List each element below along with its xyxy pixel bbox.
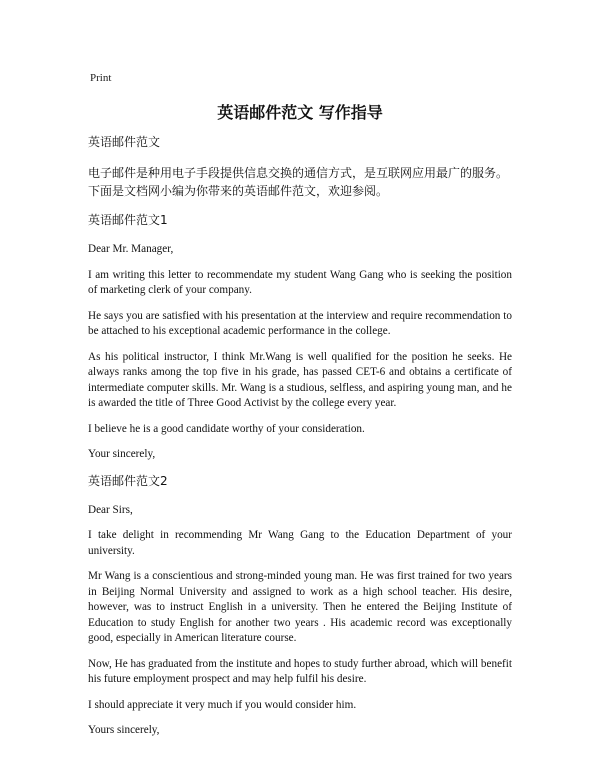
letter2-closing: Yours sincerely,: [88, 724, 160, 736]
letter2-paragraph: I should appreciate it very much if you would consider him.: [88, 698, 357, 711]
section-heading: 英语邮件范文: [88, 135, 161, 149]
letter1-paragraph: He says you are satisfied with his presentation at the interview and require recommendation to be attached to his exceptional academic performance in the college.: [88, 309, 512, 337]
print-link[interactable]: Print: [90, 72, 112, 84]
letter1-heading: 英语邮件范文1: [88, 213, 168, 227]
letter2-paragraph: Mr Wang is a conscientious and strong-minded young man. He was first trained for two years in Beijing Normal University and assigned to work as a high school teacher. His desire, however, was to instruct English in a university. Then he entered the Beijing Institute of Education to study English for another two years . His academic record was exceptionally good, especially in American literature course.: [88, 570, 512, 644]
letter2-paragraph: Now, He has graduated from the institute and hopes to study further abroad, which will benefit his future employment prospect and may help fulfil his desire.: [88, 657, 512, 685]
letter1-paragraph: I believe he is a good candidate worthy of your consideration.: [88, 422, 365, 435]
letter2-heading: 英语邮件范文2: [88, 473, 168, 488]
letter2-paragraph: I take delight in recommending Mr Wang Gang to the Education Department of your university.: [88, 529, 512, 557]
letter1-paragraph: I am writing this letter to recommendate my student Wang Gang who is seeking the position of marketing clerk of your company.: [88, 268, 512, 296]
letter1-closing: Your sincerely,: [88, 448, 156, 460]
intro-paragraph: 电子邮件是种用电子手段提供信息交换的通信方式，是互联网应用最广的服务。下面是文档网小编为你带来的英语邮件范文，欢迎参阅。: [88, 166, 509, 198]
document-body: [88, 134, 512, 749]
letter1-salutation: Dear Mr. Manager,: [88, 243, 174, 255]
letter1-paragraph: As his political instructor, I think Mr.Wang is well qualified for the position he seeks. He always ranks among the top five in his grade, has passed CET-6 and obtains a certificate of intermediate computer skills. Mr. Wang is a studious, selfless, and aspiring young man, and he is awarded the title of Three Good Activist by the college every year.: [88, 350, 512, 409]
letter2-salutation: Dear Sirs,: [88, 503, 133, 516]
page-title: 英语邮件范文 写作指导: [217, 103, 383, 122]
